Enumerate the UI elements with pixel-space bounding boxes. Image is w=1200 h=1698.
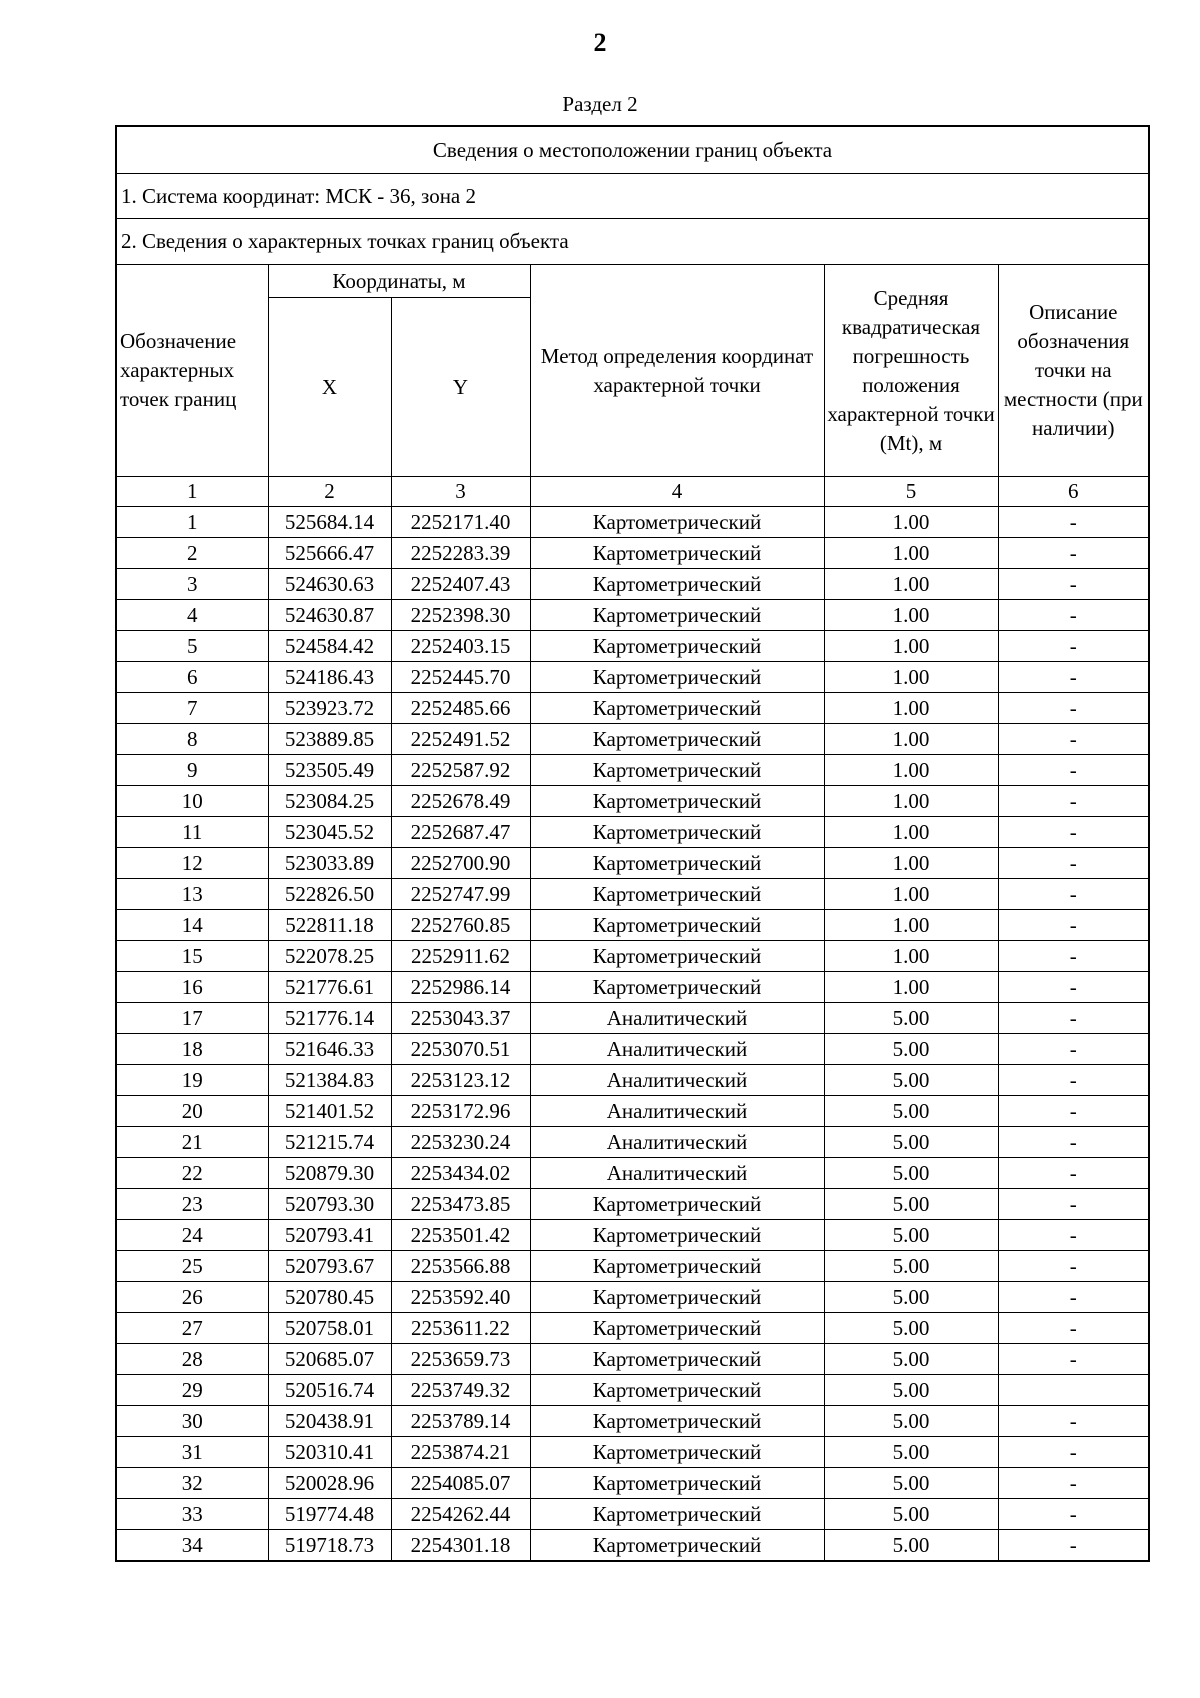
table-row [116,1003,1149,1034]
x-coordinate-cell: 521215.74 [268,1127,391,1158]
y-coordinate-cell: 2253874.21 [391,1437,530,1468]
y-coordinate-cell: 2253611.22 [391,1313,530,1344]
table-row [116,600,1149,631]
method-cell: Картометрический [530,1406,824,1437]
table-row [116,910,1149,941]
x-coordinate-cell: 522078.25 [268,941,391,972]
x-coordinate-cell: 524584.42 [268,631,391,662]
y-coordinate-cell: 2254085.07 [391,1468,530,1499]
table-row [116,1220,1149,1251]
x-coordinate-cell: 520879.30 [268,1158,391,1189]
description-cell: - [998,1468,1149,1499]
point-number-cell: 29 [116,1375,268,1406]
point-number-cell: 32 [116,1468,268,1499]
method-cell: Аналитический [530,1065,824,1096]
table-row [116,941,1149,972]
table-row [116,724,1149,755]
y-coordinate-cell: 2252587.92 [391,755,530,786]
description-cell: - [998,1127,1149,1158]
table-row [116,631,1149,662]
method-cell: Картометрический [530,755,824,786]
rmse-cell: 5.00 [824,1065,998,1096]
table-row [116,786,1149,817]
description-cell: - [998,1344,1149,1375]
table-row [116,1158,1149,1189]
table-row [116,817,1149,848]
x-coordinate-cell: 522811.18 [268,910,391,941]
x-coordinate-cell: 523033.89 [268,848,391,879]
rmse-cell: 5.00 [824,1158,998,1189]
rmse-cell: 1.00 [824,755,998,786]
x-coordinate-cell: 525684.14 [268,507,391,538]
rmse-cell: 1.00 [824,538,998,569]
table-row [116,662,1149,693]
point-number-cell: 4 [116,600,268,631]
y-coordinate-cell: 2253749.32 [391,1375,530,1406]
point-number-cell: 34 [116,1530,268,1562]
rmse-cell: 5.00 [824,1437,998,1468]
point-number-cell: 8 [116,724,268,755]
method-cell: Картометрический [530,1499,824,1530]
point-number-cell: 19 [116,1065,268,1096]
x-coordinate-cell: 520780.45 [268,1282,391,1313]
description-cell: - [998,569,1149,600]
y-coordinate-cell: 2252678.49 [391,786,530,817]
method-cell: Картометрический [530,817,824,848]
method-cell: Картометрический [530,569,824,600]
description-cell [998,1375,1149,1406]
method-cell: Аналитический [530,1034,824,1065]
y-coordinate-cell: 2252445.70 [391,662,530,693]
x-coordinate-cell: 521384.83 [268,1065,391,1096]
point-number-cell: 24 [116,1220,268,1251]
description-cell: - [998,1406,1149,1437]
x-coordinate-cell: 522826.50 [268,879,391,910]
x-coordinate-cell: 524630.63 [268,569,391,600]
column-number: 6 [998,477,1149,507]
point-number-cell: 20 [116,1096,268,1127]
method-cell: Аналитический [530,1003,824,1034]
y-coordinate-cell: 2253566.88 [391,1251,530,1282]
method-cell: Картометрический [530,662,824,693]
y-coordinate-cell: 2253123.12 [391,1065,530,1096]
x-coordinate-cell: 524630.87 [268,600,391,631]
x-coordinate-cell: 523923.72 [268,693,391,724]
description-cell: - [998,693,1149,724]
table-body [116,507,1149,1562]
description-cell: - [998,1034,1149,1065]
method-cell: Картометрический [530,786,824,817]
description-cell: - [998,662,1149,693]
table-row [116,1499,1149,1530]
y-coordinate-cell: 2252911.62 [391,941,530,972]
method-cell: Картометрический [530,1251,824,1282]
rmse-cell: 1.00 [824,972,998,1003]
x-coordinate-cell: 519718.73 [268,1530,391,1562]
y-coordinate-cell: 2252283.39 [391,538,530,569]
description-cell: - [998,1158,1149,1189]
coordinate-system: 1. Система координат: МСК - 36, зона 2 [116,174,1149,219]
rmse-cell: 5.00 [824,1127,998,1158]
column-number: 5 [824,477,998,507]
y-coordinate-cell: 2253230.24 [391,1127,530,1158]
description-cell: - [998,848,1149,879]
point-number-cell: 22 [116,1158,268,1189]
point-number-cell: 9 [116,755,268,786]
method-cell: Картометрический [530,1282,824,1313]
point-number-cell: 12 [116,848,268,879]
y-coordinate-cell: 2252700.90 [391,848,530,879]
method-cell: Картометрический [530,507,824,538]
table-row [116,693,1149,724]
column-number: 4 [530,477,824,507]
description-cell: - [998,631,1149,662]
y-coordinate-cell: 2252171.40 [391,507,530,538]
method-cell: Картометрический [530,693,824,724]
point-number-cell: 16 [116,972,268,1003]
column-number: 2 [268,477,391,507]
rmse-cell: 5.00 [824,1468,998,1499]
x-coordinate-cell: 521646.33 [268,1034,391,1065]
table-title: Сведения о местоположении границ объекта [116,126,1149,174]
point-number-cell: 1 [116,507,268,538]
header-y: Y [391,298,530,477]
y-coordinate-cell: 2253434.02 [391,1158,530,1189]
table-row [116,848,1149,879]
point-number-cell: 26 [116,1282,268,1313]
x-coordinate-cell: 521776.14 [268,1003,391,1034]
rmse-cell: 5.00 [824,1003,998,1034]
method-cell: Аналитический [530,1096,824,1127]
x-coordinate-cell: 520793.67 [268,1251,391,1282]
table-row [116,1375,1149,1406]
description-cell: - [998,1096,1149,1127]
rmse-cell: 5.00 [824,1034,998,1065]
point-number-cell: 27 [116,1313,268,1344]
y-coordinate-cell: 2252407.43 [391,569,530,600]
rmse-cell: 1.00 [824,507,998,538]
y-coordinate-cell: 2253592.40 [391,1282,530,1313]
header-point-designation: Обозначение характерных точек границ [116,265,268,477]
method-cell: Картометрический [530,1220,824,1251]
point-number-cell: 3 [116,569,268,600]
point-number-cell: 11 [116,817,268,848]
y-coordinate-cell: 2253172.96 [391,1096,530,1127]
method-cell: Картометрический [530,600,824,631]
method-cell: Картометрический [530,848,824,879]
x-coordinate-cell: 520516.74 [268,1375,391,1406]
table-row [116,1344,1149,1375]
rmse-cell: 1.00 [824,941,998,972]
method-cell: Картометрический [530,1375,824,1406]
method-cell: Картометрический [530,538,824,569]
section-title: Раздел 2 [562,92,638,116]
method-cell: Картометрический [530,1189,824,1220]
description-cell: - [998,1220,1149,1251]
column-number-row [116,477,1149,507]
header-method: Метод определения координат характерной точки [530,265,824,477]
description-cell: - [998,1282,1149,1313]
boundary-points-table [115,125,1150,1562]
table-row [116,1189,1149,1220]
table-row [116,1313,1149,1344]
table-row [116,1065,1149,1096]
description-cell: - [998,755,1149,786]
description-cell: - [998,910,1149,941]
y-coordinate-cell: 2254301.18 [391,1530,530,1562]
rmse-cell: 5.00 [824,1530,998,1562]
description-cell: - [998,1003,1149,1034]
y-coordinate-cell: 2252747.99 [391,879,530,910]
point-number-cell: 13 [116,879,268,910]
method-cell: Картометрический [530,1530,824,1562]
point-number-cell: 33 [116,1499,268,1530]
header-coordinates: Координаты, м [268,265,530,298]
column-number: 3 [391,477,530,507]
table-row [116,879,1149,910]
x-coordinate-cell: 524186.43 [268,662,391,693]
rmse-cell: 1.00 [824,693,998,724]
rmse-cell: 1.00 [824,879,998,910]
table-row [116,755,1149,786]
table-row [116,507,1149,538]
method-cell: Картометрический [530,941,824,972]
description-cell: - [998,786,1149,817]
rmse-cell: 5.00 [824,1375,998,1406]
point-number-cell: 15 [116,941,268,972]
y-coordinate-cell: 2253789.14 [391,1406,530,1437]
page-number: 2 [593,28,607,57]
rmse-cell: 5.00 [824,1499,998,1530]
rmse-cell: 1.00 [824,910,998,941]
rmse-cell: 5.00 [824,1282,998,1313]
table-row [116,538,1149,569]
x-coordinate-cell: 520793.41 [268,1220,391,1251]
table-row [116,1251,1149,1282]
method-cell: Картометрический [530,1468,824,1499]
x-coordinate-cell: 521776.61 [268,972,391,1003]
x-coordinate-cell: 523505.49 [268,755,391,786]
rmse-cell: 1.00 [824,848,998,879]
point-number-cell: 2 [116,538,268,569]
point-number-cell: 31 [116,1437,268,1468]
rmse-cell: 5.00 [824,1251,998,1282]
description-cell: - [998,817,1149,848]
table-row [116,1282,1149,1313]
method-cell: Картометрический [530,972,824,1003]
description-cell: - [998,941,1149,972]
x-coordinate-cell: 520310.41 [268,1437,391,1468]
y-coordinate-cell: 2252403.15 [391,631,530,662]
y-coordinate-cell: 2253070.51 [391,1034,530,1065]
table-row [116,1127,1149,1158]
table-row [116,1530,1149,1562]
method-cell: Картометрический [530,1437,824,1468]
x-coordinate-cell: 520438.91 [268,1406,391,1437]
y-coordinate-cell: 2252986.14 [391,972,530,1003]
x-coordinate-cell: 520758.01 [268,1313,391,1344]
rmse-cell: 1.00 [824,817,998,848]
description-cell: - [998,1499,1149,1530]
x-coordinate-cell: 523084.25 [268,786,391,817]
rmse-cell: 5.00 [824,1344,998,1375]
rmse-cell: 1.00 [824,631,998,662]
x-coordinate-cell: 525666.47 [268,538,391,569]
description-cell: - [998,724,1149,755]
description-cell: - [998,1189,1149,1220]
method-cell: Картометрический [530,910,824,941]
rmse-cell: 5.00 [824,1220,998,1251]
rmse-cell: 1.00 [824,662,998,693]
point-number-cell: 30 [116,1406,268,1437]
description-cell: - [998,972,1149,1003]
header-description: Описание обозначения точки на местности (при наличии) [998,265,1149,477]
method-cell: Аналитический [530,1158,824,1189]
description-cell: - [998,1437,1149,1468]
point-number-cell: 25 [116,1251,268,1282]
y-coordinate-cell: 2253473.85 [391,1189,530,1220]
y-coordinate-cell: 2253659.73 [391,1344,530,1375]
points-heading: 2. Сведения о характерных точках границ объекта [116,219,1149,265]
rmse-cell: 5.00 [824,1406,998,1437]
x-coordinate-cell: 519774.48 [268,1499,391,1530]
point-number-cell: 18 [116,1034,268,1065]
description-cell: - [998,507,1149,538]
description-cell: - [998,600,1149,631]
y-coordinate-cell: 2252760.85 [391,910,530,941]
description-cell: - [998,879,1149,910]
x-coordinate-cell: 520685.07 [268,1344,391,1375]
table-row [116,1468,1149,1499]
x-coordinate-cell: 520793.30 [268,1189,391,1220]
x-coordinate-cell: 521401.52 [268,1096,391,1127]
column-number: 1 [116,477,268,507]
description-cell: - [998,1251,1149,1282]
method-cell: Картометрический [530,631,824,662]
point-number-cell: 21 [116,1127,268,1158]
point-number-cell: 6 [116,662,268,693]
method-cell: Аналитический [530,1127,824,1158]
rmse-cell: 5.00 [824,1189,998,1220]
description-cell: - [998,1065,1149,1096]
y-coordinate-cell: 2252491.52 [391,724,530,755]
x-coordinate-cell: 520028.96 [268,1468,391,1499]
point-number-cell: 23 [116,1189,268,1220]
point-number-cell: 17 [116,1003,268,1034]
x-coordinate-cell: 523045.52 [268,817,391,848]
table-row [116,972,1149,1003]
header-x: X [268,298,391,477]
point-number-cell: 10 [116,786,268,817]
header-rmse: Средняя квадратическая погрешность положения характерной точки (Mt), м [824,265,998,477]
y-coordinate-cell: 2252485.66 [391,693,530,724]
description-cell: - [998,538,1149,569]
y-coordinate-cell: 2252398.30 [391,600,530,631]
rmse-cell: 1.00 [824,569,998,600]
description-cell: - [998,1530,1149,1562]
point-number-cell: 14 [116,910,268,941]
rmse-cell: 1.00 [824,724,998,755]
x-coordinate-cell: 523889.85 [268,724,391,755]
table-row [116,1406,1149,1437]
point-number-cell: 7 [116,693,268,724]
rmse-cell: 1.00 [824,600,998,631]
rmse-cell: 1.00 [824,786,998,817]
table-row [116,1096,1149,1127]
y-coordinate-cell: 2253043.37 [391,1003,530,1034]
y-coordinate-cell: 2254262.44 [391,1499,530,1530]
table-row [116,1437,1149,1468]
rmse-cell: 5.00 [824,1096,998,1127]
description-cell: - [998,1313,1149,1344]
method-cell: Картометрический [530,1344,824,1375]
y-coordinate-cell: 2252687.47 [391,817,530,848]
table-row [116,569,1149,600]
method-cell: Картометрический [530,724,824,755]
point-number-cell: 5 [116,631,268,662]
method-cell: Картометрический [530,1313,824,1344]
rmse-cell: 5.00 [824,1313,998,1344]
point-number-cell: 28 [116,1344,268,1375]
y-coordinate-cell: 2253501.42 [391,1220,530,1251]
table-row [116,1034,1149,1065]
method-cell: Картометрический [530,879,824,910]
